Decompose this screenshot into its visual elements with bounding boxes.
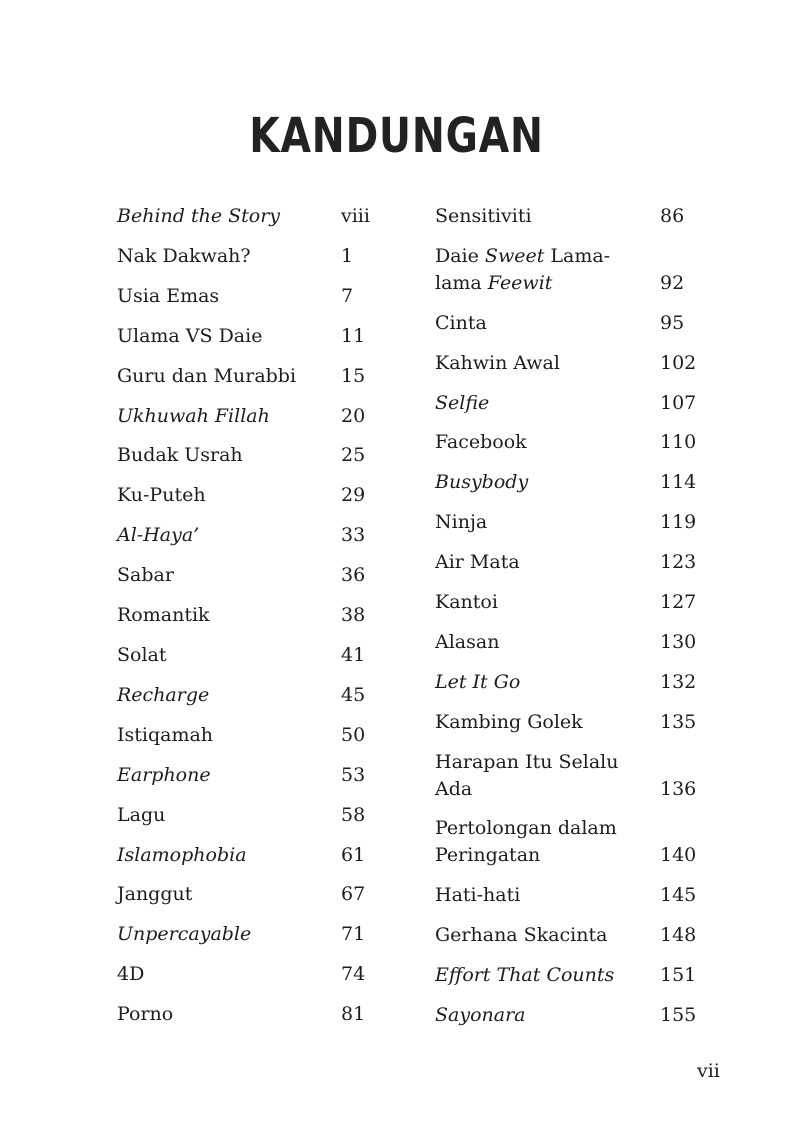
toc-entry bbox=[117, 442, 387, 469]
toc-entry-title: 4D bbox=[117, 963, 145, 986]
toc-entry-page: 155 bbox=[660, 1004, 697, 1027]
toc-entry-title: Janggut bbox=[117, 883, 193, 906]
toc-entry-title: Selfie bbox=[435, 391, 490, 414]
toc-entry-page: 136 bbox=[660, 777, 697, 800]
toc-entry bbox=[117, 921, 387, 948]
toc-entry bbox=[117, 203, 387, 230]
toc-entry-page: 1 bbox=[341, 244, 354, 267]
toc-entry-page: 132 bbox=[660, 670, 697, 693]
toc-entry-page: 102 bbox=[660, 351, 697, 374]
toc-entry-title: Solat bbox=[117, 643, 167, 666]
toc-entry bbox=[435, 429, 715, 456]
toc-entry bbox=[117, 682, 387, 709]
toc-entry-page: 67 bbox=[341, 883, 366, 906]
toc-entry-title: Romantik bbox=[117, 604, 210, 627]
toc-entry bbox=[117, 722, 387, 749]
toc-entry-page: 148 bbox=[660, 924, 697, 947]
toc-entry-page: 74 bbox=[341, 963, 366, 986]
toc-entry-page: viii bbox=[341, 205, 370, 227]
toc-entry-page: 110 bbox=[660, 431, 697, 454]
toc-entry-title: Sayonara bbox=[435, 1004, 526, 1027]
toc-entry-title: Gerhana Skacinta bbox=[435, 924, 608, 947]
toc-entry-title: Al-Haya’ bbox=[117, 524, 200, 547]
toc-right-column bbox=[435, 203, 715, 1042]
toc-left-column bbox=[117, 203, 387, 1041]
toc-entry-title: Earphone bbox=[117, 763, 211, 786]
toc-entry bbox=[117, 403, 387, 430]
toc-entry-page: 151 bbox=[660, 964, 697, 987]
toc-entry-title: Harapan Itu Selalu Ada bbox=[435, 750, 619, 800]
toc-entry bbox=[117, 642, 387, 669]
toc-entry-page: 11 bbox=[341, 324, 366, 347]
toc-entry-page: 71 bbox=[341, 923, 366, 946]
toc-entry bbox=[435, 749, 715, 803]
toc-entry-page: 135 bbox=[660, 710, 697, 733]
toc-entry-title: Kantoi bbox=[435, 591, 498, 614]
toc-entry-title: Air Mata bbox=[435, 551, 520, 574]
toc-entry bbox=[117, 522, 387, 549]
toc-entry bbox=[117, 961, 387, 988]
toc-entry-page: 140 bbox=[660, 844, 697, 867]
toc-entry bbox=[435, 310, 715, 337]
page-title: KANDUNGAN bbox=[249, 108, 544, 164]
toc-entry bbox=[435, 922, 715, 949]
toc-entry-title: Pertolongan dalam Peringatan bbox=[435, 817, 617, 867]
toc-entry-title: Istiqamah bbox=[117, 723, 214, 746]
toc-entry-page: 41 bbox=[341, 643, 366, 666]
toc-entry bbox=[435, 509, 715, 536]
toc-entry bbox=[435, 589, 715, 616]
toc-entry-title: Ulama VS Daie bbox=[117, 324, 263, 347]
toc-entry bbox=[435, 390, 715, 417]
toc-entry-page: 114 bbox=[660, 471, 697, 494]
toc-entry bbox=[117, 323, 387, 350]
toc-entry-page: 45 bbox=[341, 683, 366, 706]
toc-entry bbox=[435, 629, 715, 656]
toc-entry-title: Guru dan Murabbi bbox=[117, 364, 297, 387]
toc-entry-title: Sensitiviti bbox=[435, 205, 532, 227]
toc-entry-page: 92 bbox=[660, 271, 685, 294]
toc-entry-page: 95 bbox=[660, 311, 685, 334]
toc-entry-page: 123 bbox=[660, 551, 697, 574]
toc-entry-title: Budak Usrah bbox=[117, 444, 243, 467]
toc-entry-page: 38 bbox=[341, 604, 366, 627]
toc-entry-title: Daie Sweet Lama- lama Feewit bbox=[435, 244, 611, 294]
toc-entry-title: Cinta bbox=[435, 311, 487, 334]
toc-entry bbox=[117, 562, 387, 589]
toc-entry-page: 7 bbox=[341, 284, 354, 307]
toc-entry-page: 127 bbox=[660, 591, 697, 614]
toc-entry-page: 36 bbox=[341, 564, 366, 587]
toc-entry-page: 15 bbox=[341, 364, 366, 387]
toc-entry-title: Kahwin Awal bbox=[435, 351, 560, 374]
toc-entry-page: 86 bbox=[660, 205, 685, 227]
toc-entry-page: 33 bbox=[341, 524, 366, 547]
toc-entry-title: Facebook bbox=[435, 431, 527, 454]
toc-entry-title: Usia Emas bbox=[117, 284, 220, 307]
toc-entry-title: Recharge bbox=[117, 683, 210, 706]
toc-entry-title: Ukhuwah Fillah bbox=[117, 404, 270, 427]
toc-entry bbox=[117, 1001, 387, 1028]
toc-entry-title: Alasan bbox=[435, 630, 500, 653]
toc-entry-title: Unpercayable bbox=[117, 923, 252, 946]
toc-entry-title: Islamophobia bbox=[117, 843, 247, 866]
toc-entry-title: Behind the Story bbox=[117, 205, 281, 227]
toc-entry bbox=[435, 882, 715, 909]
toc-entry bbox=[117, 881, 387, 908]
toc-entry bbox=[435, 203, 715, 230]
toc-entry bbox=[117, 842, 387, 869]
toc-entry-page: 53 bbox=[341, 763, 366, 786]
toc-entry-page: 29 bbox=[341, 484, 366, 507]
toc-entry bbox=[435, 243, 715, 297]
toc-entry bbox=[435, 815, 715, 869]
toc-entry-title: Let It Go bbox=[435, 670, 521, 693]
toc-entry-title: Busybody bbox=[435, 471, 529, 494]
toc-entry bbox=[117, 363, 387, 390]
toc-entry-title: Hati-hati bbox=[435, 884, 521, 907]
toc-entry-page: 25 bbox=[341, 444, 366, 467]
toc-entry-page: 58 bbox=[341, 803, 366, 826]
toc-entry-title: Kambing Golek bbox=[435, 710, 583, 733]
toc-entry-page: 50 bbox=[341, 723, 366, 746]
toc-entry bbox=[435, 350, 715, 377]
toc-entry bbox=[117, 802, 387, 829]
toc-entry bbox=[435, 709, 715, 736]
toc-entry bbox=[435, 549, 715, 576]
toc-entry-page: 20 bbox=[341, 404, 366, 427]
toc-entry bbox=[435, 469, 715, 496]
toc-entry-page: 130 bbox=[660, 630, 697, 653]
toc-entry bbox=[435, 1002, 715, 1029]
toc-entry-title: Effort That Counts bbox=[435, 964, 615, 987]
toc-entry bbox=[117, 762, 387, 789]
toc-entry bbox=[117, 283, 387, 310]
toc-entry-page: 61 bbox=[341, 843, 366, 866]
toc-entry-title: Lagu bbox=[117, 803, 166, 826]
toc-entry-title: Nak Dakwah? bbox=[117, 244, 251, 267]
toc-entry-page: 81 bbox=[341, 1003, 366, 1026]
toc-entry-title: Sabar bbox=[117, 564, 174, 587]
toc-entry-title: Porno bbox=[117, 1003, 174, 1026]
toc-entry bbox=[435, 669, 715, 696]
toc-entry-page: 107 bbox=[660, 391, 697, 414]
toc-entry-title: Ku-Puteh bbox=[117, 484, 206, 507]
toc-entry bbox=[117, 243, 387, 270]
toc-entry-page: 145 bbox=[660, 884, 697, 907]
toc-entry bbox=[117, 602, 387, 629]
toc-entry-page: 119 bbox=[660, 511, 697, 534]
toc-entry-title: Ninja bbox=[435, 511, 488, 534]
page-number: vii bbox=[697, 1060, 720, 1082]
toc-entry bbox=[435, 962, 715, 989]
toc-entry bbox=[117, 482, 387, 509]
